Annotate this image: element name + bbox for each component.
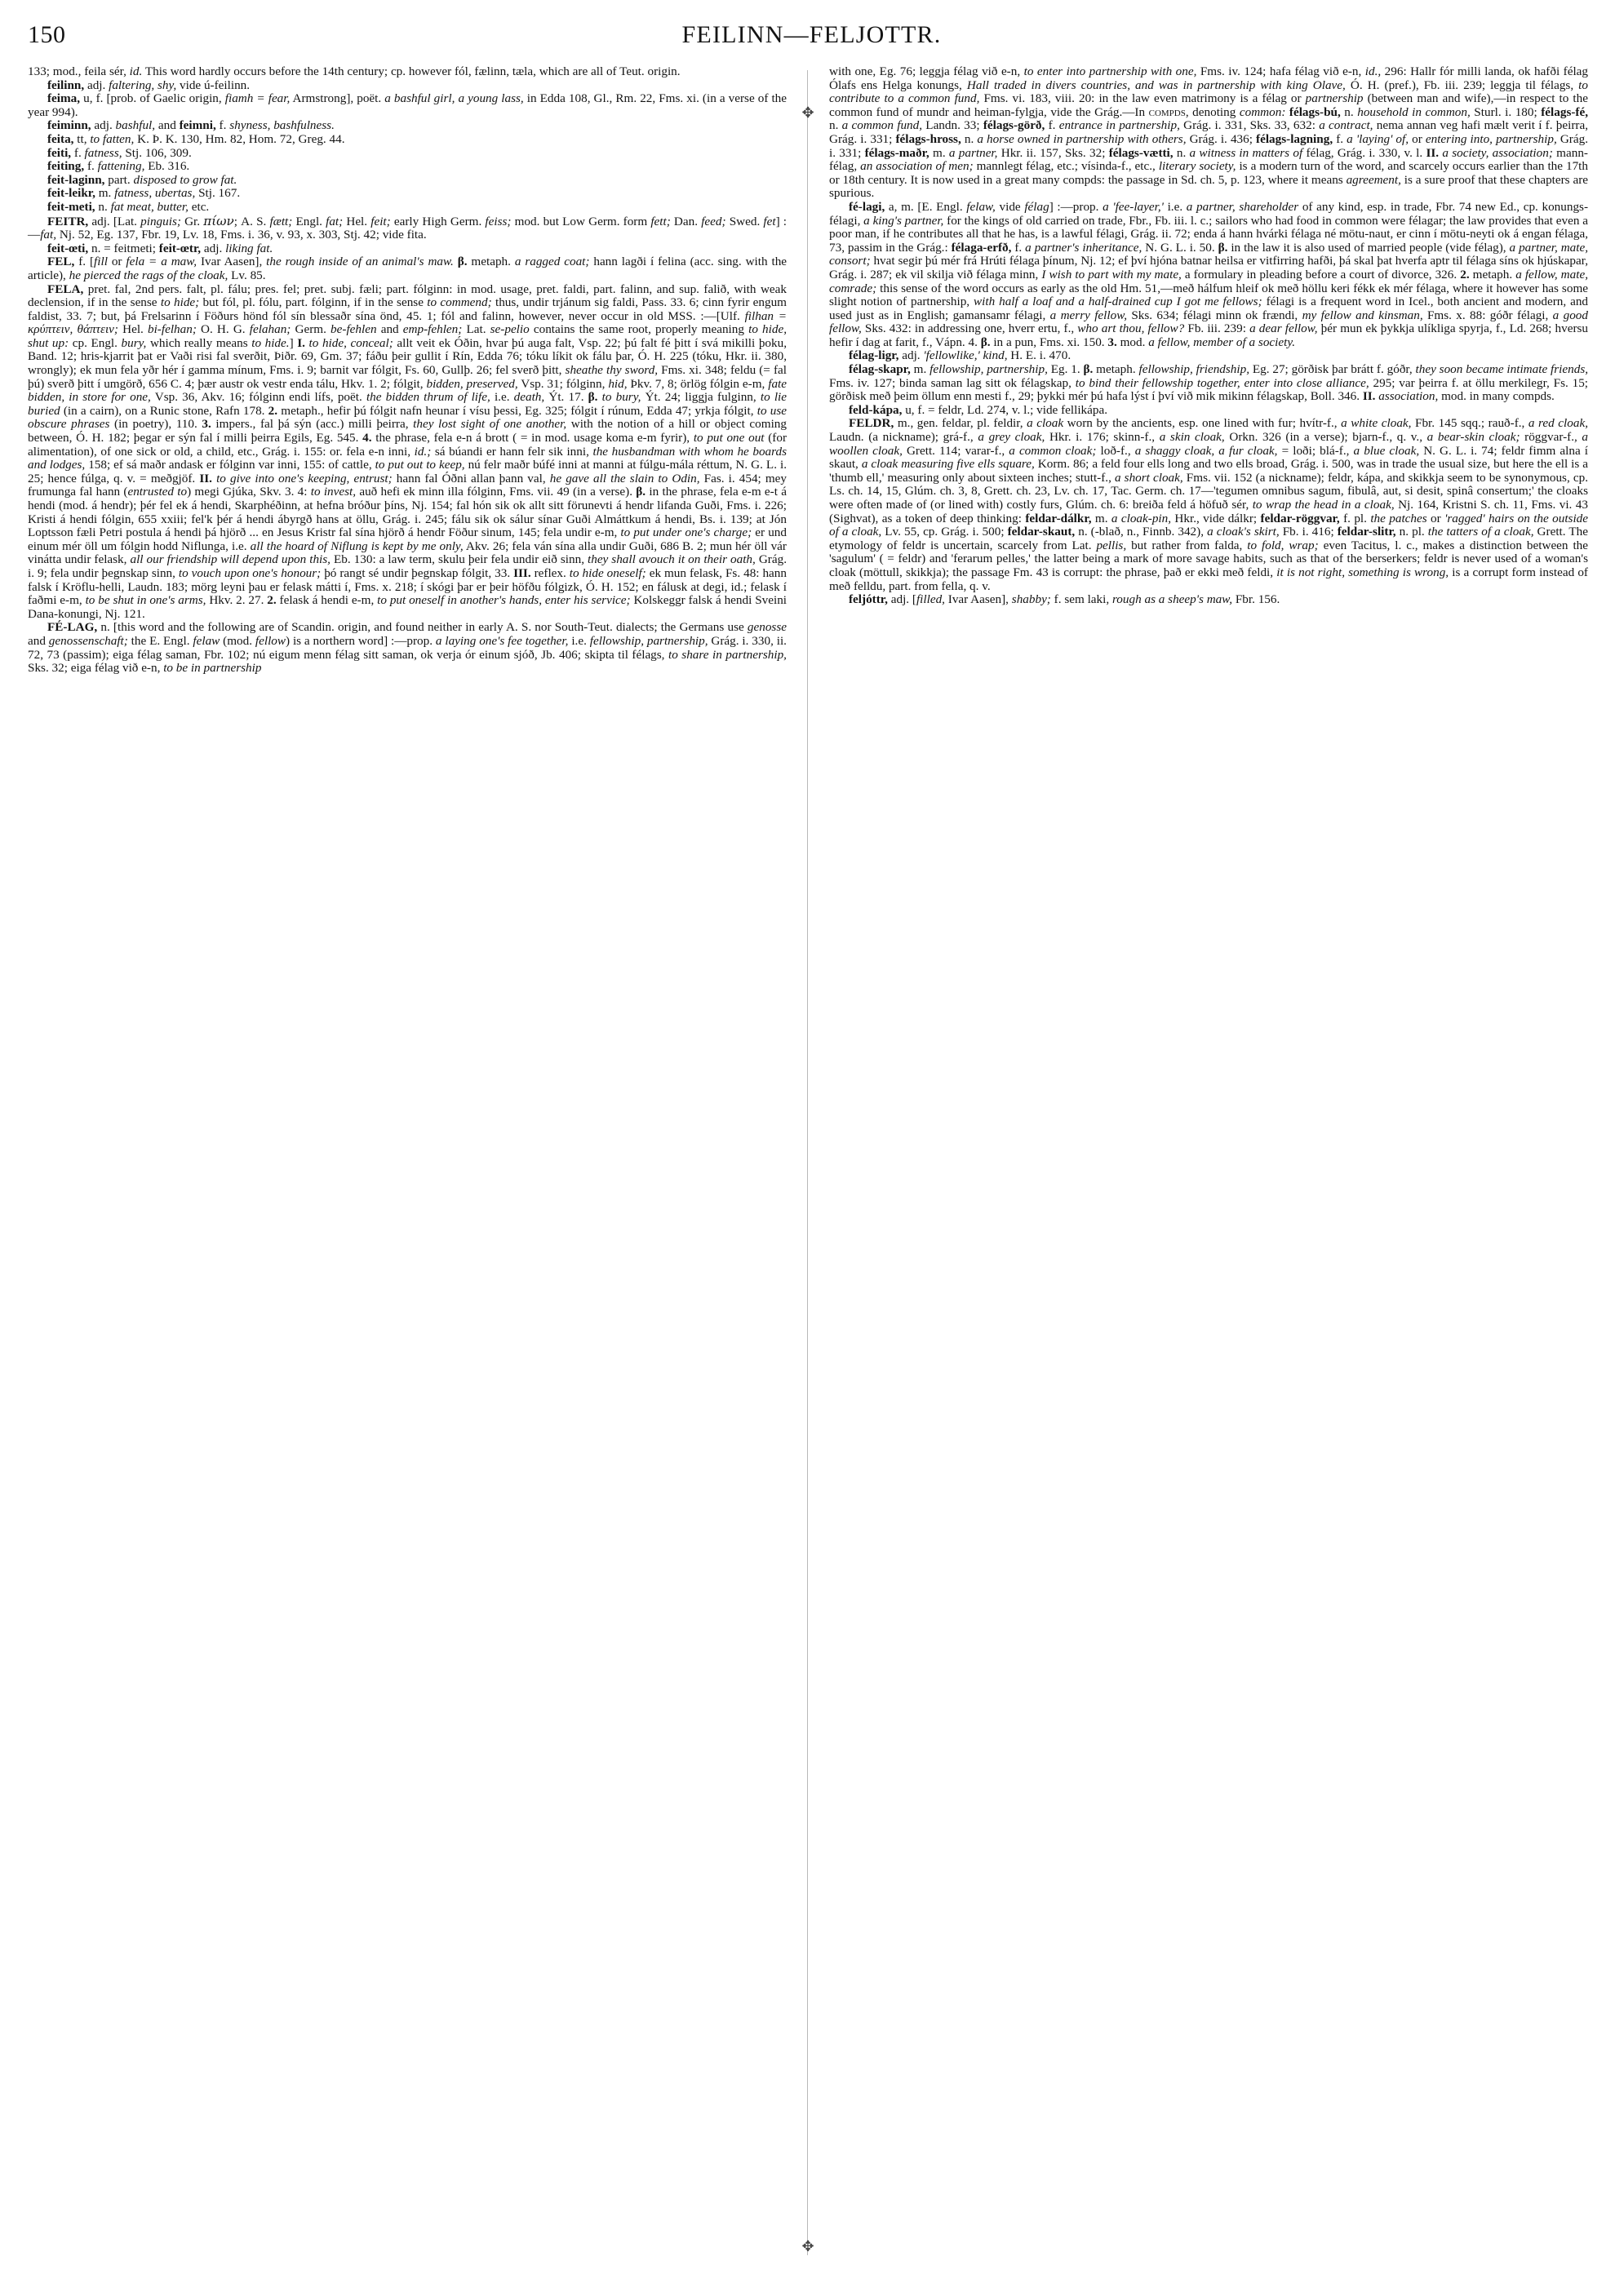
dictionary-entry: feita, tt, to fatten, K. Þ. K. 130, Hm. 82, Hom. 72, Greg. 44. — [47, 131, 345, 146]
dictionary-entry: FELA, pret. fal, 2nd pers. falt, pl. fálu; pres. fel; pret. subj. fæli; part. fólginn: in mod. usage, pret. faldi, part. falinn, and sup. falið, with weak declension, if in the sense to hide; but fól, pl. fólu, part. fólginn, if in the sense to commend; thus, undir trjánum sig faldi, Pass. 33. 6; cinn fyrir engum faldist, 33. 7; but, þá Frelsarinn í Föðurs hönd fól sín blessaðr sína önd, 45. 1; fól and falinn, however, never occur in old MSS. :—[Ulf. filhan = κρύπτειν, θάπτειν; Hel. bi-felhan; O. H. G. felahan; Germ. be-fehlen and emp-fehlen; Lat. se-pelio contains the same root, properly meaning to hide, shut up: cp. Engl. bury, which really means to hide.] I. to hide, conceal; allt veit ek Óðin, hvar þú auga falt, Vsp. 22; þú falt fé þitt í svá mikilli þoku, Band. 12; hris-kjarrit þat er Vaði risi fal sverðit, Þiðr. 69, Gm. 37; fáðu þeir gullit í Rín, Edda 76; tóku líkit ok fálu þar, Ó. H. 225 (tóku, Hkr. ii. 380, wrongly); ek mun fela yðr hér í gamma mínum, Fms. i. 9; barnit var fólgit, Fs. 60, Gullþ. 26; fel sverð þitt, sheathe thy sword, Fms. xi. 348; feldu (= fal þú) sverð þitt í umgörð, 656 C. 4; þær austr ok vestr enda tálu, Hkv. 1. 2; fólgit, bidden, preserved, Vsp. 31; fólginn, hid, Þkv. 7, 8; örlög fólgin e-m, fate bidden, in store for one, Vsp. 36, Akv. 16; fólginn endi lífs, poët. the bidden thrum of life, i.e. death, Ýt. 17. β. to bury, Ýt. 24; liggja fulginn, to lie buried (in a cairn), on a Runic stone, Rafn 178. 2. metaph., hefir þú fólgit nafn heunar í vísu þessi, Eg. 325; fólgit í rúnum, Edda 47; yrkja fólgit, to use obscure phrases (in poetry), 110. 3. impers., fal þá sýn (acc.) milli þeirra, they lost sight of one another, with the notion of a hill or object coming between, Ó. H. 182; þegar er sýn fal í milli þeirra Egils, Eg. 545. 4. the phrase, fela e-n á brott ( = in mod. usage koma e-m fyrir), to put one out (for alimentation), of one sick or old, a child, etc., Grág. i. 155: or. fela e-n inni, id.; sá búandi er hann felr sik inni, the husbandman with whom he boards and lodges, 158; ef sá maðr andask er fólginn var inni, 155: of cattle, to put out to keep, nú felr maðr búfé inni at manni at fúlgu-mála réttum, N. G. L. i. 25; hence fúlga, q. v. = meðgjöf. II. to give into one's keeping, entrust; hann fal Óðni allan þann val, he gave all the slain to Odin, Fas. i. 454; mey frumunga fal hann (entrusted to) megi Gjúka, Skv. 3. 4: to invest, auð hefi ek minn illa fólginn, Fms. vii. 49 (in a verse). β. in the phrase, fela e-m e-t á hendi (mod. á hendr); þér fel ek á hendi, Skarphéðinn, at hefna bróður þíns, Nj. 154; fal hón sik ok allt sitt förunevti á hendr lifanda Guði, Fms. i. 226; Kristi á hendi fólgin, 655 xxiii; fel'k þér á hendi ábyrgð hans at öllu, Grág. i. 245; fálu sik ok sálur sínar Guði Almáttkum á hendi, Bs. i. 139; at Jón Loptsson fæli Petri postula á hendi þá hjörð ... en Jesus Kristr fal sína hjörð á hendr Föður sinum, 145; fela undir e-m, to put under one's charge; er und einum mér öll um fólgin hodd Niflunga, i.e. all the hoard of Niflung is kept by me only, Akv. 26; fela ván sína alla undir Guði, 686 B. 2; mun hér öll vár vinátta undir felask, all our friendship will depend upon this, Eb. 130: a law term, skulu þeir fela undir eið sinn, they shall avouch it on their oath, Grág. i. 9; fela undir þegnskap sinn, to vouch upon one's honour; þó rangt sé undir þegnskap fólgit, 33. III. reflex. to hide oneself; ek mun felask, Fs. 48: hann falsk í Kröflu-helli, Laudn. 183; mörg leyni þau er felask mátti í, Fms. x. 218; í skógi þar er þeir höfðu fólgizk, Ó. H. 152; en fálusk at degi, id.; felask í faðmi e-m, to be shut in one's arms, Hkv. 2. 27. 2. felask á hendi e-m, to put oneself in another's hands, enter his service; Kolskeggr falsk á hendi Sveini Dana-konungi, Nj. 121. — [28, 281, 788, 621]
dictionary-entry: FÉ-LAG, n. [this word and the following are of Scandin. origin, and found neither in early A. S. nor South-Teut. dialects; the Germans use genosse and genossenschaft; the E. Engl. felaw (mod. fellow) is a northern word] :—prop. a laying one's fee together, i.e. fellowship, partnership, Grág. i. 330, ii. 72, 73 (passim); eiga félag saman, Fbr. 102; nú eigum menn félag sitt saman, ok verja ór einum sjóð, Jb. 406; skipta til félags, to share in partnership, Sks. 32; eiga félag við e-n, to be in partnership — [28, 620, 787, 676]
dictionary-entry: with one, Eg. 76; leggja félag við e-n, to enter into partnership with one, Fms. iv. 124; hafa félag við e-n, id., 296: Hallr fór milli landa, ok hafði félag Ólafs ens Helga konungs, Hall traded in divers countries, and was in partnership with king Olave, Ó. H. (pref.), Fb. iii. 239; leggja til félags, to contribute to a common fund, Fms. vi. 183, viii. 20: in the law even matrimony is a félag or partnership (between man and wife),—in respect to the common fund of mundr and heiman-fylgja, vide the Grág.—In compds, denoting common: félags-bú, n. household in common, Sturl. i. 180; félags-fé, n. a common fund, Landn. 33; félags-görð, f. entrance in partnership, Grág. i. 331, Sks. 33, 632: a contract, nema annan veg hafi mælt verit í f. þeirra, Grág. i. 331; félags-hross, n. a horse owned in partnership with others, Grág. i. 436; félags-lagning, f. a 'laying' of, or entering into, partnership, Grág. i. 331; félags-maðr, m. a partner, Hkr. ii. 157, Sks. 32; félags-vætti, n. a witness in matters of félag, Grág. i. 330, v. l. II. a society, association; mann-félag, an association of men; mannlegt félag, etc.; vísinda-f., etc., literary society, is a modern turn of the word, and scarcely occurs earlier than the 17th or 18th century. It is now used in a great many compds: the passage in Sd. ch. 5, p. 123, where it means agreement, is a sure proof that these chapters are spurious. — [829, 64, 1589, 201]
dictionary-entry: feilinn, adj. faltering, shy, vide ú-feilinn. — [47, 78, 251, 92]
dictionary-entry: feit-laginn, part. disposed to grow fat. — [47, 172, 237, 187]
dictionary-entry: 133; mod., feila sér, id. This word hardly occurs before the 14th century; cp. however fól, fælinn, tæla, which are all of Teut. origin. — [28, 64, 681, 78]
page-header — [28, 21, 1587, 57]
right-column — [829, 65, 1588, 2260]
dictionary-entry: feiting, f. fattening, Eb. 316. — [47, 159, 190, 174]
left-column — [28, 65, 787, 2260]
dictionary-entry: feit-meti, n. fat meat, butter, etc. — [47, 199, 210, 214]
dictionary-entry: FELDR, m., gen. feldar, pl. feldir, a cloak worn by the ancients, esp. one lined with fur; hvítr-f., a white cloak, Fbr. 145 sqq.; rauð-f., a red cloak, Laudn. (a nickname); grá-f., a grey cloak, Hkr. i. 176; skinn-f., a skin cloak, Orkn. 326 (in a verse); bjarn-f., q. v., a bear-skin cloak; röggvar-f., a woollen cloak, Grett. 114; varar-f., a common cloak; loð-f., a shaggy cloak, a fur cloak, = loði; blá-f., a blue cloak, N. G. L. i. 74; feldr fimm alna í skaut, a cloak measuring five ells square, Korm. 86; a feld four ells long and two ells broad, Grág. i. 500, was in trade the usual size, but here the ell is a 'thumb ell,' measuring only about sixteen inches; stutt-f., a short cloak, Fms. vii. 152 (a nickname); feldr, kápa, and skikkja seem to be synonymous, cp. Ls. ch. 14, 15, Glúm. ch. 3, 8, Grett. ch. 23, Lv. ch. 17, Tac. Germ. ch. 17—'tegumen omnibus sagum, fibulâ, aut, si desit, spinâ consertum;' the cloaks were often made of (or lined with) costly furs, Glúm. ch. 6: breiða feld á höfuð sér, to wrap the head in a cloak, Nj. 164, Kristni S. ch. 11, Fms. vi. 43 (Sighvat), as a token of deep thinking: feldar-dálkr, m. a cloak-pin, Hkr., vide dálkr; feldar-röggvar, f. pl. the patches or 'ragged' hairs on the outside of a cloak, Lv. 55, cp. Grág. i. 500; feldar-skaut, n. (-blað, n., Finnb. 342), a cloak's skirt, Fb. i. 416; feldar-slitr, n. pl. the tatters of a cloak, Grett. The etymology of feldr is uncertain, scarcely from Lat. pellis, but rather from falda, to fold, wrap; even Tacitus, l. c., makes a distinction between the 'sagulum' ( = feldr) and 'ferarum pelles,' the latter being a mark of more savage habits, such as that of the berserkers; feldr is never used of a woman's cloak (möttull, skikkja); the passage Fm. 43 is corrupt: the phrase, það er ekki með feldi, it is not right, something is wrong, is a corrupt form instead of með felldu, part. from fella, q. v. — [829, 416, 1589, 593]
dictionary-entry: FEL, f. [fill or fela = a maw, Ivar Aasen], the rough inside of an animal's maw. β. metaph. a ragged coat; hann lagði í felina (acc. sing. with the article), he pierced the rags of the cloak, Lv. 85. — [28, 255, 788, 282]
dictionary-entry: feiminn, adj. bashful, and feimni, f. shyness, bashfulness. — [47, 118, 335, 133]
register-mark-top: ✥ — [801, 104, 814, 121]
column-divider-rule — [807, 70, 808, 2255]
dictionary-entry: FEITR, adj. [Lat. pinguis; Gr. πίων; A. S. fætt; Engl. fat; Hel. feit; early High Germ. feiss; mod. but Low Germ. form fett; Dan. feed; Swed. fet] :—fat, Nj. 52, Eg. 137, Fbr. 19, Lv. 18, Fms. i. 36, v. 93, x. 303, Stj. 42; vide fita. — [28, 213, 788, 242]
dictionary-entry: feljóttr, adj. [filled, Ivar Aasen], shabby; f. sem laki, rough as a sheep's maw, Fbr. 156. — [849, 592, 1280, 607]
dictionary-entry: feit-œti, n. = feitmeti; feit-œtr, adj. liking fat. — [47, 241, 273, 255]
text-columns — [28, 65, 1587, 2260]
folio-number: 150 — [28, 21, 66, 48]
dictionary-entry: feiti, f. fatness, Stj. 106, 309. — [47, 145, 192, 160]
dictionary-entry: fé-lagi, a, m. [E. Engl. felaw, vide félag] :—prop. a 'fee-layer,' i.e. a partner, shareholder of any kind, esp. in trade, Fbr. 74 new Ed., cp. konungs-félagi, a king's partner, for the kings of old carried on trade, Fbr., Fb. iii. l. c.; sailors who had food in common were félagar; the law provides that even a poor man, if he contributes all that he has, is a lawful félagi, Grág. ii. 72; enda á hann hvárki félaga né mötu-naut, er cinn í mötu-neyti ok á engan félaga, 73, passim in the Grág.: félaga-erfð, f. a partner's inheritance, N. G. L. i. 50. β. in the law it is also used of married people (vide félag), a partner, mate, consort; hvat segir þú mér frá Hrúti félaga þínum, Nj. 12; ef því hjóna batnar heilsa er vitfirring hafði, þá skal þat hverfa aptr til félaga síns ok hjúskapar, Grág. i. 287; ek vil skilja við félaga minn, I wish to part with my mate, a formulary in pleading before a court of divorce, 326. 2. metaph. a fellow, mate, comrade; this sense of the word occurs as early as the old Hm. 51,—með hálfum hleif ok með höllu keri fékk ek mér félaga, where it however has some slight notion of partnership, with half a loaf and a half-drained cup I got me fellows; félagi is a frequent word in Icel., both ancient and modern, and used just as in English; gamansamr félagi, a merry fellow, Sks. 634; félagi minn ok frændi, my fellow and kinsman, Fms. x. 88: góðr félagi, a good fellow, Sks. 432: in addressing one, hverr ertu, f., who art thou, fellow? Fb. iii. 239: a dear fellow, þér mun ek þykkja ulíkliga spyrja, f., Ld. 268; hversu hefir í dag at farit, f., Vápn. 4. β. in a pun, Fms. xi. 150. 3. mod. a fellow, member of a society. — [829, 199, 1589, 349]
register-mark-bottom: ✥ — [801, 2238, 814, 2254]
dictionary-entry: feld-kápa, u, f. = feldr, Ld. 274, v. l.; vide fellikápa. — [849, 402, 1107, 417]
dictionary-entry: feit-leikr, m. fatness, ubertas, Stj. 167. — [47, 186, 241, 201]
dictionary-entry: félag-skapr, m. fellowship, partnership, Eg. 1. β. metaph. fellowship, friendship, Eg. 27; görðisk þar brátt f. góðr, they soon became intimate friends, Fms. iv. 127; binda saman lag sitt ok félagskap, to bind their fellowship together, enter into close alliance, 295; var þeirra f. at öllu merkilegr, Fs. 15; görðisk með þeim öllum enn mesti f., 29; þykki mér þú hafa lýst í því við mik mikinn félagskap, Boll. 346. II. association, mod. in many compds. — [829, 362, 1589, 404]
running-head: FEILINN—FELJOTTR. — [681, 21, 942, 48]
column-gutter — [787, 65, 829, 2260]
dictionary-entry: feima, u, f. [prob. of Gaelic origin, fiamh = fear, Armstrong], poët. a bashful girl, a young lass, in Edda 108, Gl., Rm. 22, Fms. xi. (in a verse of the year 994). — [28, 91, 788, 119]
dictionary-entry: félag-ligr, adj. 'fellowlike,' kind, H. E. i. 470. — [849, 348, 1071, 363]
